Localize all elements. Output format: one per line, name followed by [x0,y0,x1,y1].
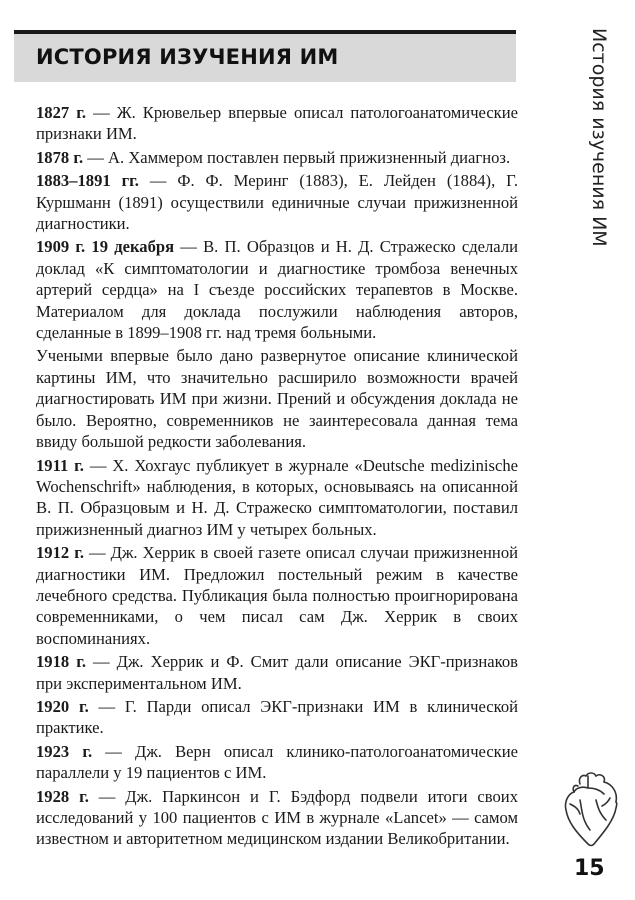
paragraph-1909 [36,236,518,343]
paragraph-text: Учеными впервые было дано развернутое описание клинической картины ИМ, что значительно расширило возможности врачей диагностировать ИМ при жизни. Прений и обсуждения доклада не было. Вероятно, современников не заинтересовала данная тема ввиду большой редкости заболевания. [36,346,518,452]
date-label: 1912 г. [36,543,85,563]
paragraph-text: — А. Хаммером поставлен первый прижизненный диагноз. [83,147,511,167]
paragraph-1878 [36,147,518,168]
paragraph-text: — Ж. Крювельер впервые описал патологоанатомические признаки ИМ. [36,103,518,144]
side-running-title: История изучения ИМ [588,28,610,247]
page-number: 15 [574,856,605,881]
paragraph-1923 [36,741,518,784]
date-label: 1918 г. [36,652,87,672]
paragraph-text: — Г. Парди описал ЭКГ-признаки ИМ в клинической практике. [36,696,518,738]
chapter-title: ИСТОРИЯ ИЗУЧЕНИЯ ИМ [36,45,339,69]
paragraph-text: — В. П. Образцов и Н. Д. Стражеско сделали доклад «К симптоматологии и диагностике тромбоза венечных артерий сердца» на I съезде российских терапевтов в Москве. Материалом для доклада послужили наблюдения авторов, сделанные в 1899–1908 гг. над тремя больными. [36,237,518,343]
date-label: 1883–1891 гг. [36,171,139,191]
date-label: 1911 г. [36,455,84,475]
date-label: 1923 г. [36,741,93,761]
paragraph-text: — Дж. Херрик в своей газете описал случаи прижизненной диагностики ИМ. Предложил постельный режим в качестве лечебного средства. Публикация была полностью проигнорирована современниками, о чем писал сам Дж. Херрик в своих воспоминаниях. [36,543,518,648]
paragraph-1883-1891 [36,170,518,234]
paragraph-text: — Х. Хохгаус публикует в журнале «Deutsche medizinische Wochenschrift» наблюдения, в которых, основываясь на описанной В. П. Образцовым и Н. Д. Стражеско симптоматологии, поставил прижизненный диагноз ИМ у четырех больных. [36,455,518,539]
paragraph-1912 [36,542,518,649]
date-label: 1920 г. [36,696,89,716]
date-label: 1909 г. 19 декабря [36,237,175,257]
paragraph-text: — Дж. Паркинсон и Г. Бэдфорд подвели итоги своих исследований у 100 пациентов с ИМ в журнале «Lancet» — самом известном и авторитетном медицинском издании Великобритании. [36,786,518,849]
paragraph-1918 [36,651,518,694]
heart-icon [560,770,622,852]
chapter-header [14,30,516,82]
paragraph-text: — Ф. Ф. Меринг (1883), Е. Лейден (1884), Г. Куршманн (1891) осуществили единичные случаи прижизненной диагностики. [36,171,518,234]
paragraph-1928 [36,786,518,850]
paragraph-1911 [36,455,518,541]
date-label: 1827 г. [36,103,87,122]
date-label: 1928 г. [36,786,89,806]
paragraph-1920 [36,696,518,739]
paragraph-text: — Дж. Херрик и Ф. Смит дали описание ЭКГ-признаков при экспериментальном ИМ. [36,652,518,693]
date-label: 1878 г. [36,147,84,167]
paragraph-text: — Дж. Верн описал клинико-патологоанатомические параллели у 19 пациентов с ИМ. [36,741,518,783]
paragraph-1909-continued [36,345,518,452]
paragraph-1827 [36,102,518,145]
chronology-text [36,102,518,852]
